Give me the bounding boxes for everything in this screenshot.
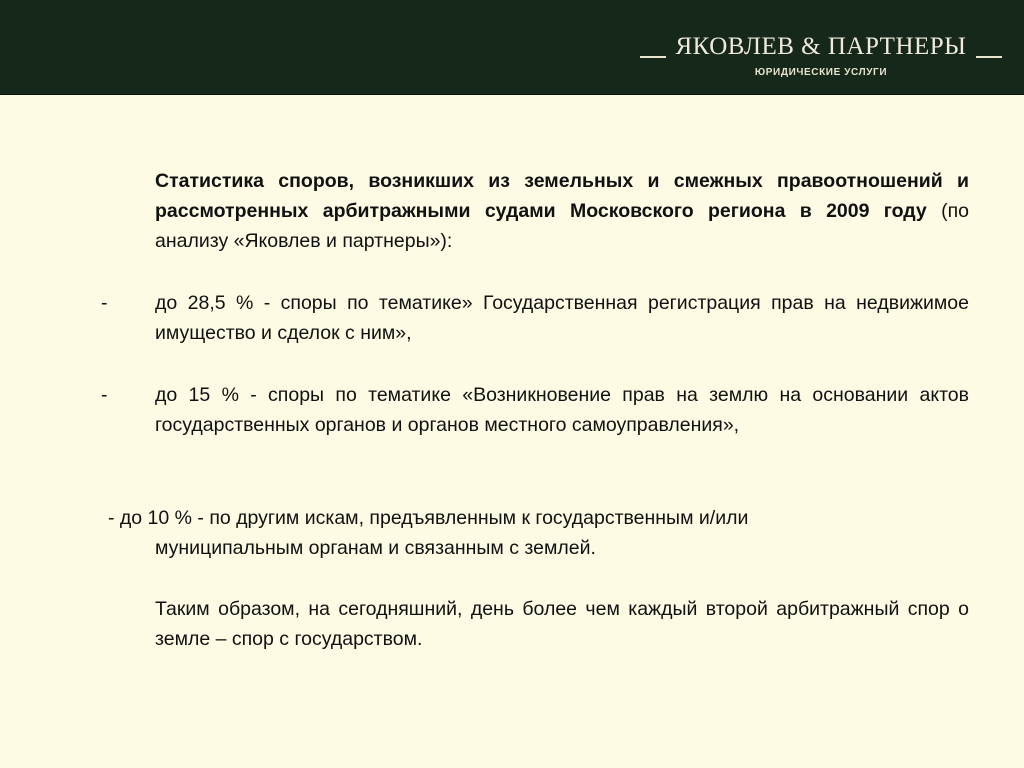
list-item-continuation: муниципальным органам и связанным с землей.: [155, 537, 596, 559]
intro-bold-text: Статистика споров, возникших из земельных и смежных правоотношений и рассмотренных арбитражными судами Московского региона в 2009 году: [155, 170, 969, 222]
list-item: до 15 % - споры по тематике «Возникновение прав на землю на основании актов государственных органов и органов местного самоуправления»,: [155, 384, 969, 436]
brand-right-bar: [976, 56, 1002, 58]
brand-name: ЯКОВЛЕВ & ПАРТНЕРЫ: [675, 33, 967, 60]
brand-left-bar: [640, 56, 666, 58]
brand-line: [640, 26, 1002, 62]
list-dash: -: [101, 292, 108, 314]
slide-content: [0, 94, 1024, 768]
intro-paragraph: [155, 166, 969, 256]
list-item: до 28,5 % - споры по тематике» Государственная регистрация прав на недвижимое имущество и сделок с ним»,: [155, 292, 969, 344]
list-item-first-line: - до 10 % - по другим искам, предъявленным к государственным и/или: [108, 507, 749, 529]
brand-logo: [640, 26, 1002, 82]
conclusion-paragraph: Таким образом, на сегодняшний, день более чем каждый второй арбитражный спор о земле – спор с государством.: [155, 598, 969, 650]
list-dash: -: [101, 384, 108, 406]
intro-rest-text: (по анализу «Яковлев и партнеры»):: [155, 200, 969, 252]
header-bar: [0, 0, 1024, 95]
list-item: [108, 503, 969, 563]
brand-subtitle: ЮРИДИЧЕСКИЕ УСЛУГИ: [754, 67, 888, 78]
